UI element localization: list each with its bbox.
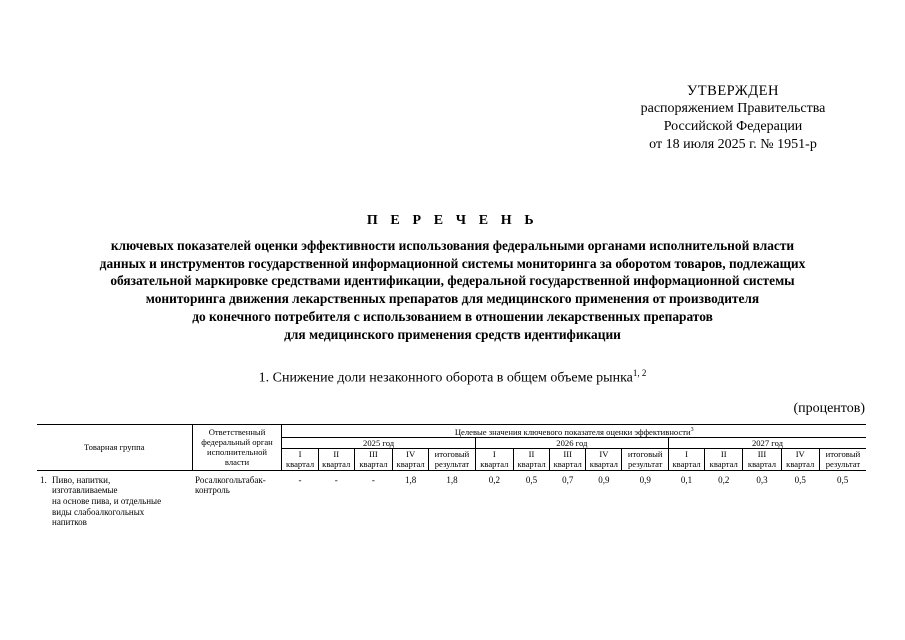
approval-line: распоряжением Правительства xyxy=(640,101,826,116)
header-quarter-word: квартал xyxy=(359,459,388,470)
agency-line: контроль xyxy=(195,485,230,496)
header-quarter-word: квартал xyxy=(709,459,738,470)
subtitle-line: ключевых показателей оценки эффективности использования федеральными органами исполнительной власти xyxy=(110,238,795,253)
target-value-cell: 0,5 xyxy=(837,474,849,485)
header-quarter-num: I xyxy=(685,449,688,460)
approval-line: Российской Федерации xyxy=(663,119,803,134)
section-heading xyxy=(0,368,905,387)
header-quarter-word: результат xyxy=(825,459,861,470)
header-product-group: Товарная группа xyxy=(37,425,192,471)
header-quarter-num: I xyxy=(298,449,302,460)
agency-cell xyxy=(192,470,282,540)
header-quarter-num: III xyxy=(757,449,767,460)
subtitle-line: до конечного потребителя с использованием в отношении лекарственных препаратов xyxy=(192,308,713,324)
header-target-values xyxy=(282,425,866,438)
header-quarter-num: II xyxy=(333,449,340,460)
header-quarter-num: итоговый xyxy=(825,449,861,460)
header-quarter-num: итоговый xyxy=(627,449,663,460)
agency-line: Росалкогольтабак- xyxy=(195,474,266,485)
header-quarter-word: квартал xyxy=(589,459,618,470)
header-quarter-word: результат xyxy=(628,459,663,470)
product-line: изготавливаемые xyxy=(52,485,118,496)
header-agency-line: исполнительной xyxy=(207,447,267,458)
product-group-cell xyxy=(37,470,192,540)
units-label: (процентов) xyxy=(793,401,865,416)
header-quarter xyxy=(282,448,318,470)
header-year: 2026 год xyxy=(475,437,668,448)
header-quarter xyxy=(393,448,429,470)
header-quarter-num: I xyxy=(492,449,496,460)
target-value-cell: - xyxy=(371,474,375,485)
section-text: 1. Снижение доли незаконного оборота в общем объеме рынка xyxy=(258,370,633,386)
header-quarter xyxy=(781,448,819,470)
indicators-table xyxy=(37,424,866,540)
header-quarter-num: II xyxy=(720,449,727,460)
product-line: Пиво, напитки, xyxy=(52,474,111,485)
header-quarter-num: III xyxy=(563,449,572,460)
product-line: на основе пива, и отдельные xyxy=(52,496,162,507)
header-quarter-word: квартал xyxy=(322,459,351,470)
header-quarter xyxy=(819,448,866,470)
header-quarter-word: квартал xyxy=(672,459,701,470)
section-footnote-ref: 1, 2 xyxy=(632,368,647,378)
target-value-cell: 0,9 xyxy=(598,474,610,485)
header-quarter xyxy=(354,448,392,470)
document-subtitle xyxy=(40,237,865,343)
row-number: 1. xyxy=(40,474,47,485)
header-quarter-word: квартал xyxy=(285,459,315,470)
target-value-cell: 0,7 xyxy=(562,474,574,485)
header-quarter xyxy=(743,448,781,470)
subtitle-line: мониторинга движения лекарственных препаратов для медицинского применения от производителя xyxy=(145,291,760,307)
target-value-cell: 1,8 xyxy=(446,474,458,485)
header-quarter-num: IV xyxy=(795,449,805,460)
header-quarter-word: результат xyxy=(434,459,470,470)
target-value-cell: 0,9 xyxy=(639,474,651,485)
header-quarter-word: квартал xyxy=(553,459,582,470)
target-value-cell: 0,1 xyxy=(680,474,693,485)
header-quarter-word: квартал xyxy=(517,459,546,470)
product-line: виды слабоалкогольных xyxy=(52,506,145,517)
target-value-cell: 0,5 xyxy=(525,474,538,485)
header-quarter xyxy=(429,448,476,470)
header-quarter-word: квартал xyxy=(480,459,509,470)
header-quarter-num: III xyxy=(369,449,378,460)
subtitle-line: обязательной маркировке средствами идентификации, федеральной государственной информационной системы xyxy=(110,273,795,289)
target-value-cell: 0,3 xyxy=(756,474,768,485)
target-value-cell: - xyxy=(298,474,302,485)
header-quarter-word: квартал xyxy=(786,459,815,470)
header-quarter-num: IV xyxy=(406,449,416,460)
target-value-cell: 0,2 xyxy=(488,474,500,485)
header-agency-line: власти xyxy=(224,457,250,468)
header-quarter xyxy=(622,448,669,470)
header-quarter xyxy=(475,448,513,470)
header-quarter-word: квартал xyxy=(396,459,425,470)
target-value-cell: 1,8 xyxy=(405,474,417,485)
subtitle-line: для медицинского применения средств идентификации xyxy=(284,326,621,342)
target-value-cell: - xyxy=(334,474,338,485)
header-agency-line: федеральный орган xyxy=(201,437,273,448)
header-agency-line: Ответственный xyxy=(208,427,266,438)
header-year: 2025 год xyxy=(282,437,475,448)
header-quarter xyxy=(586,448,622,470)
header-quarter-num: IV xyxy=(599,449,609,460)
header-quarter xyxy=(513,448,549,470)
header-target-values-text: Целевые значения ключевого показателя оценки эффективности xyxy=(454,426,691,437)
header-agency xyxy=(192,425,282,471)
document-title: П Е Р Е Ч Е Н Ь xyxy=(366,213,539,228)
approval-heading: УТВЕРЖДЕН xyxy=(687,83,779,99)
header-quarter xyxy=(705,448,743,470)
approval-block xyxy=(600,82,866,154)
header-quarter-num: итоговый xyxy=(434,449,470,460)
target-value-cell: 0,2 xyxy=(718,474,730,485)
header-quarter xyxy=(668,448,704,470)
header-quarter-word: квартал xyxy=(747,459,777,470)
subtitle-line: данных и инструментов государственной информационной системы мониторинга за оборотом товаров, подлежащих xyxy=(99,255,806,271)
header-quarter xyxy=(550,448,586,470)
header-quarter xyxy=(318,448,354,470)
target-value-cell: 0,5 xyxy=(794,474,806,485)
header-quarter-num: II xyxy=(528,449,535,460)
header-footnote-ref: 3 xyxy=(690,427,694,433)
product-line: напитков xyxy=(52,517,87,528)
header-year: 2027 год xyxy=(668,437,866,448)
approval-date: от 18 июля 2025 г. № 1951-р xyxy=(649,137,817,152)
